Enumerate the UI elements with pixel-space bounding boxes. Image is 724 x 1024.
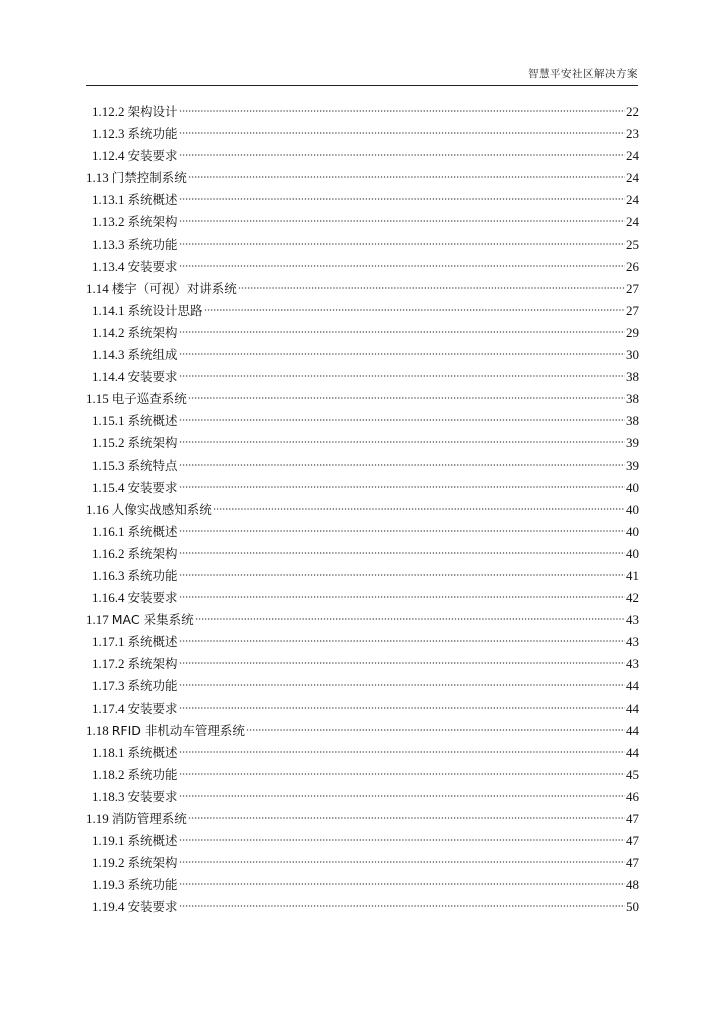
toc-entry-title xyxy=(92,145,178,167)
toc-entry-text: 安装要求 xyxy=(127,258,178,274)
toc-page-number: 50 xyxy=(626,899,639,915)
toc-dot-leader xyxy=(179,242,625,246)
toc-entry-number: 1.14.2 xyxy=(92,324,125,340)
toc-entry-text: 系统概述 xyxy=(127,833,178,849)
toc-entry-number: 1.15.4 xyxy=(92,479,125,495)
toc-entry-title xyxy=(86,388,187,410)
toc-entry-number: 1.12.2 xyxy=(92,104,125,119)
toc-entry-text: 电子巡查系统 xyxy=(111,391,187,407)
toc-entry[interactable] xyxy=(86,278,639,300)
toc-entry-number: 1.16.4 xyxy=(92,590,125,606)
toc-entry-text: 门禁控制系统 xyxy=(111,170,187,186)
toc-entry-number: 1.14.1 xyxy=(92,302,125,318)
toc-entry-number: 1.14.3 xyxy=(92,347,125,363)
toc-dot-leader xyxy=(179,573,625,577)
toc-page-number: 27 xyxy=(626,280,639,296)
toc-dot-leader xyxy=(179,595,625,599)
toc-dot-leader xyxy=(179,661,625,665)
toc-entry-number: 1.13 xyxy=(86,170,109,186)
toc-page-number: 47 xyxy=(626,811,639,826)
toc-entry[interactable] xyxy=(86,499,639,521)
toc-entry[interactable] xyxy=(86,410,639,432)
toc-entry-text: 系统架构 xyxy=(127,214,178,230)
toc-page-number: 26 xyxy=(626,258,639,274)
toc-dot-leader xyxy=(213,507,625,511)
toc-dot-leader xyxy=(179,463,625,467)
toc-page-number: 40 xyxy=(626,501,639,517)
toc-page-number: 25 xyxy=(626,236,639,252)
toc-entry-text: 安装要求 xyxy=(127,590,178,606)
toc-entry-number: 1.19.4 xyxy=(92,899,125,915)
toc-page-number: 38 xyxy=(626,413,639,429)
toc-entry-text: 系统概述 xyxy=(127,413,178,429)
toc-entry[interactable] xyxy=(86,764,639,786)
toc-entry-text: RFID 非机动车管理系统 xyxy=(111,722,245,738)
toc-dot-leader xyxy=(179,860,625,864)
toc-dot-leader xyxy=(179,639,625,643)
toc-dot-leader xyxy=(179,794,625,798)
toc-entry-number: 1.19.1 xyxy=(92,833,125,849)
toc-entry-number: 1.19.3 xyxy=(92,877,125,893)
toc-entry-number: 1.17.1 xyxy=(92,634,125,650)
toc-entry-title xyxy=(92,587,178,609)
toc-entry[interactable] xyxy=(86,896,639,918)
toc-page-number: 40 xyxy=(626,479,639,495)
toc-page-number: 41 xyxy=(626,567,639,583)
toc-page-number: 22 xyxy=(626,104,639,119)
toc-dot-leader xyxy=(179,706,625,710)
toc-entry-number: 1.13.1 xyxy=(92,192,125,208)
toc-dot-leader xyxy=(188,175,625,179)
toc-entry-number: 1.18 xyxy=(86,722,109,738)
toc-entry-number: 1.13.2 xyxy=(92,214,125,230)
toc-dot-leader xyxy=(188,396,625,400)
toc-dot-leader xyxy=(179,683,625,687)
toc-entry-text: 系统架构 xyxy=(127,855,178,871)
toc-page-number: 24 xyxy=(626,148,639,164)
toc-entry[interactable] xyxy=(86,167,639,189)
table-of-contents xyxy=(86,101,639,918)
toc-dot-leader xyxy=(238,286,625,290)
toc-entry-text: 人像实战感知系统 xyxy=(111,501,212,517)
toc-dot-leader xyxy=(179,551,625,555)
toc-dot-leader xyxy=(179,882,625,886)
toc-entry-text: 系统架构 xyxy=(127,435,178,451)
toc-entry-text: 系统组成 xyxy=(127,347,178,363)
toc-entry-title xyxy=(86,720,245,742)
toc-entry-title xyxy=(92,698,178,720)
toc-entry-title xyxy=(92,234,178,256)
toc-entry-text: 安装要求 xyxy=(127,788,178,804)
toc-entry-title xyxy=(92,896,178,918)
toc-entry-number: 1.18.1 xyxy=(92,744,125,760)
toc-dot-leader xyxy=(179,374,625,378)
toc-entry[interactable] xyxy=(86,322,639,344)
toc-entry[interactable] xyxy=(86,587,639,609)
toc-dot-leader xyxy=(179,418,625,422)
toc-entry-title xyxy=(92,477,178,499)
toc-entry-text: 系统概述 xyxy=(127,634,178,650)
toc-entry-title xyxy=(92,565,178,587)
toc-dot-leader xyxy=(179,197,625,201)
toc-entry[interactable] xyxy=(86,189,639,211)
toc-entry-title xyxy=(92,256,178,278)
toc-entry-text: 架构设计 xyxy=(127,104,178,119)
toc-entry-text: 系统功能 xyxy=(127,126,178,142)
toc-dot-leader xyxy=(204,308,625,312)
toc-entry-title xyxy=(92,101,178,123)
toc-entry-text: 系统设计思路 xyxy=(127,302,203,318)
toc-entry-text: 系统功能 xyxy=(127,236,178,252)
toc-entry[interactable] xyxy=(86,653,639,675)
toc-entry[interactable] xyxy=(86,830,639,852)
toc-entry-number: 1.17.3 xyxy=(92,678,125,694)
toc-page-number: 45 xyxy=(626,766,639,782)
toc-entry-text: 系统概述 xyxy=(127,192,178,208)
toc-entry-text: 系统功能 xyxy=(127,678,178,694)
toc-entry-title xyxy=(92,653,178,675)
toc-dot-leader xyxy=(179,838,625,842)
toc-entry[interactable] xyxy=(86,720,639,742)
toc-entry-title xyxy=(92,344,178,366)
toc-page-number: 24 xyxy=(626,214,639,230)
toc-entry-number: 1.15 xyxy=(86,391,109,407)
toc-entry[interactable] xyxy=(86,742,639,764)
toc-page-number: 39 xyxy=(626,457,639,473)
toc-entry[interactable] xyxy=(86,543,639,565)
toc-entry[interactable] xyxy=(86,101,639,123)
toc-entry-title xyxy=(92,366,178,388)
toc-page-number: 46 xyxy=(626,788,639,804)
toc-entry-number: 1.14.4 xyxy=(92,369,125,385)
toc-entry-title xyxy=(92,432,178,454)
toc-page-number: 44 xyxy=(626,678,639,694)
toc-entry-number: 1.14 xyxy=(86,280,109,296)
toc-page-number: 23 xyxy=(626,126,639,142)
toc-entry[interactable] xyxy=(86,211,639,233)
toc-page-number: 24 xyxy=(626,170,639,186)
toc-entry-title xyxy=(92,521,178,543)
toc-page-number: 30 xyxy=(626,347,639,363)
toc-entry-title xyxy=(92,322,178,344)
toc-entry-number: 1.15.2 xyxy=(92,435,125,451)
toc-entry-number: 1.19 xyxy=(86,811,109,826)
toc-entry[interactable] xyxy=(86,455,639,477)
toc-entry-title xyxy=(86,278,237,300)
toc-page-number: 43 xyxy=(626,612,639,628)
toc-entry-title xyxy=(92,852,178,874)
toc-entry[interactable] xyxy=(86,521,639,543)
toc-page-number: 42 xyxy=(626,590,639,606)
toc-entry-number: 1.19.2 xyxy=(92,855,125,871)
toc-entry-number: 1.13.3 xyxy=(92,236,125,252)
toc-entry-number: 1.15.1 xyxy=(92,413,125,429)
toc-entry-title xyxy=(86,499,212,521)
toc-dot-leader xyxy=(179,529,625,533)
toc-page-number: 44 xyxy=(626,722,639,738)
toc-entry-title xyxy=(92,830,178,852)
toc-entry[interactable] xyxy=(86,344,639,366)
toc-dot-leader xyxy=(195,617,625,621)
toc-page-number: 38 xyxy=(626,391,639,407)
toc-page-number: 24 xyxy=(626,192,639,208)
toc-entry-text: 安装要求 xyxy=(127,369,178,385)
toc-entry-number: 1.15.3 xyxy=(92,457,125,473)
toc-entry-text: 楼宇（可视）对讲系统 xyxy=(111,280,237,296)
toc-entry[interactable] xyxy=(86,388,639,410)
toc-page-number: 44 xyxy=(626,700,639,716)
toc-dot-leader xyxy=(179,264,625,268)
toc-entry[interactable] xyxy=(86,808,639,830)
toc-entry[interactable] xyxy=(86,874,639,896)
toc-page-number: 43 xyxy=(626,656,639,672)
toc-entry-number: 1.17 xyxy=(86,612,109,628)
toc-entry-title xyxy=(92,675,178,697)
toc-entry[interactable] xyxy=(86,565,639,587)
toc-page-number: 38 xyxy=(626,369,639,385)
toc-dot-leader xyxy=(179,440,625,444)
toc-entry-title xyxy=(92,631,178,653)
toc-entry-text: 系统概述 xyxy=(127,523,178,539)
toc-entry-title xyxy=(92,786,178,808)
toc-entry[interactable] xyxy=(86,675,639,697)
toc-dot-leader xyxy=(179,772,625,776)
toc-entry-text: 安装要求 xyxy=(127,700,178,716)
toc-entry-title xyxy=(92,211,178,233)
toc-page-number: 47 xyxy=(626,833,639,849)
toc-entry-number: 1.17.4 xyxy=(92,700,125,716)
toc-entry[interactable] xyxy=(86,145,639,167)
page-header xyxy=(86,64,638,86)
toc-entry-number: 1.18.3 xyxy=(92,788,125,804)
toc-entry-text: 系统功能 xyxy=(127,567,178,583)
toc-entry-title xyxy=(92,543,178,565)
toc-entry-text: 系统架构 xyxy=(127,545,178,561)
toc-page-number: 27 xyxy=(626,302,639,318)
toc-entry-text: 系统功能 xyxy=(127,877,178,893)
toc-entry-title xyxy=(86,609,194,631)
toc-entry-text: 消防管理系统 xyxy=(111,811,187,826)
toc-entry[interactable] xyxy=(86,786,639,808)
toc-entry-number: 1.16.3 xyxy=(92,567,125,583)
toc-entry-text: 安装要求 xyxy=(127,479,178,495)
toc-entry[interactable] xyxy=(86,477,639,499)
toc-page-number: 43 xyxy=(626,634,639,650)
toc-entry-title xyxy=(92,764,178,786)
toc-entry-title xyxy=(92,123,178,145)
toc-entry[interactable] xyxy=(86,234,639,256)
toc-entry-text: 安装要求 xyxy=(127,148,178,164)
toc-entry[interactable] xyxy=(86,698,639,720)
toc-entry-number: 1.16 xyxy=(86,501,109,517)
toc-entry-title xyxy=(92,742,178,764)
toc-dot-leader xyxy=(179,330,625,334)
toc-entry[interactable] xyxy=(86,256,639,278)
toc-entry[interactable] xyxy=(86,123,639,145)
toc-entry-number: 1.12.3 xyxy=(92,126,125,142)
toc-dot-leader xyxy=(179,352,625,356)
toc-dot-leader xyxy=(179,219,625,223)
toc-page-number: 29 xyxy=(626,324,639,340)
toc-dot-leader xyxy=(179,485,625,489)
toc-page-number: 44 xyxy=(626,744,639,760)
toc-entry[interactable] xyxy=(86,609,639,631)
toc-entry-text: 系统功能 xyxy=(127,766,178,782)
toc-entry-number: 1.13.4 xyxy=(92,258,125,274)
toc-entry-text: 系统架构 xyxy=(127,324,178,340)
toc-entry[interactable] xyxy=(86,631,639,653)
toc-dot-leader xyxy=(188,816,625,820)
toc-dot-leader xyxy=(179,750,625,754)
toc-dot-leader xyxy=(179,153,625,157)
toc-entry-number: 1.16.1 xyxy=(92,523,125,539)
toc-entry-text: 系统概述 xyxy=(127,744,178,760)
toc-page-number: 39 xyxy=(626,435,639,451)
toc-entry-title xyxy=(86,167,187,189)
toc-dot-leader xyxy=(246,728,625,732)
toc-entry[interactable] xyxy=(86,366,639,388)
toc-entry-title xyxy=(92,410,178,432)
header-title: 智慧平安社区解决方案 xyxy=(528,68,638,80)
toc-dot-leader xyxy=(179,109,625,113)
toc-entry-text: 安装要求 xyxy=(127,899,178,915)
toc-dot-leader xyxy=(179,131,625,135)
toc-entry-number: 1.18.2 xyxy=(92,766,125,782)
toc-entry-number: 1.16.2 xyxy=(92,545,125,561)
toc-entry-title xyxy=(92,874,178,896)
toc-page-number: 40 xyxy=(626,523,639,539)
toc-entry-number: 1.17.2 xyxy=(92,656,125,672)
toc-entry[interactable] xyxy=(86,300,639,322)
toc-page-number: 48 xyxy=(626,877,639,893)
toc-page-number: 47 xyxy=(626,855,639,871)
toc-dot-leader xyxy=(179,904,625,908)
toc-entry[interactable] xyxy=(86,852,639,874)
toc-entry-text: MAC 采集系统 xyxy=(111,612,194,628)
toc-entry-text: 系统架构 xyxy=(127,656,178,672)
toc-entry-number: 1.12.4 xyxy=(92,148,125,164)
toc-entry-title xyxy=(92,189,178,211)
toc-entry-title xyxy=(92,300,203,322)
toc-entry[interactable] xyxy=(86,432,639,454)
toc-page-number: 40 xyxy=(626,545,639,561)
toc-entry-title xyxy=(92,455,178,477)
toc-entry-text: 系统特点 xyxy=(127,457,178,473)
toc-entry-title xyxy=(86,808,187,830)
